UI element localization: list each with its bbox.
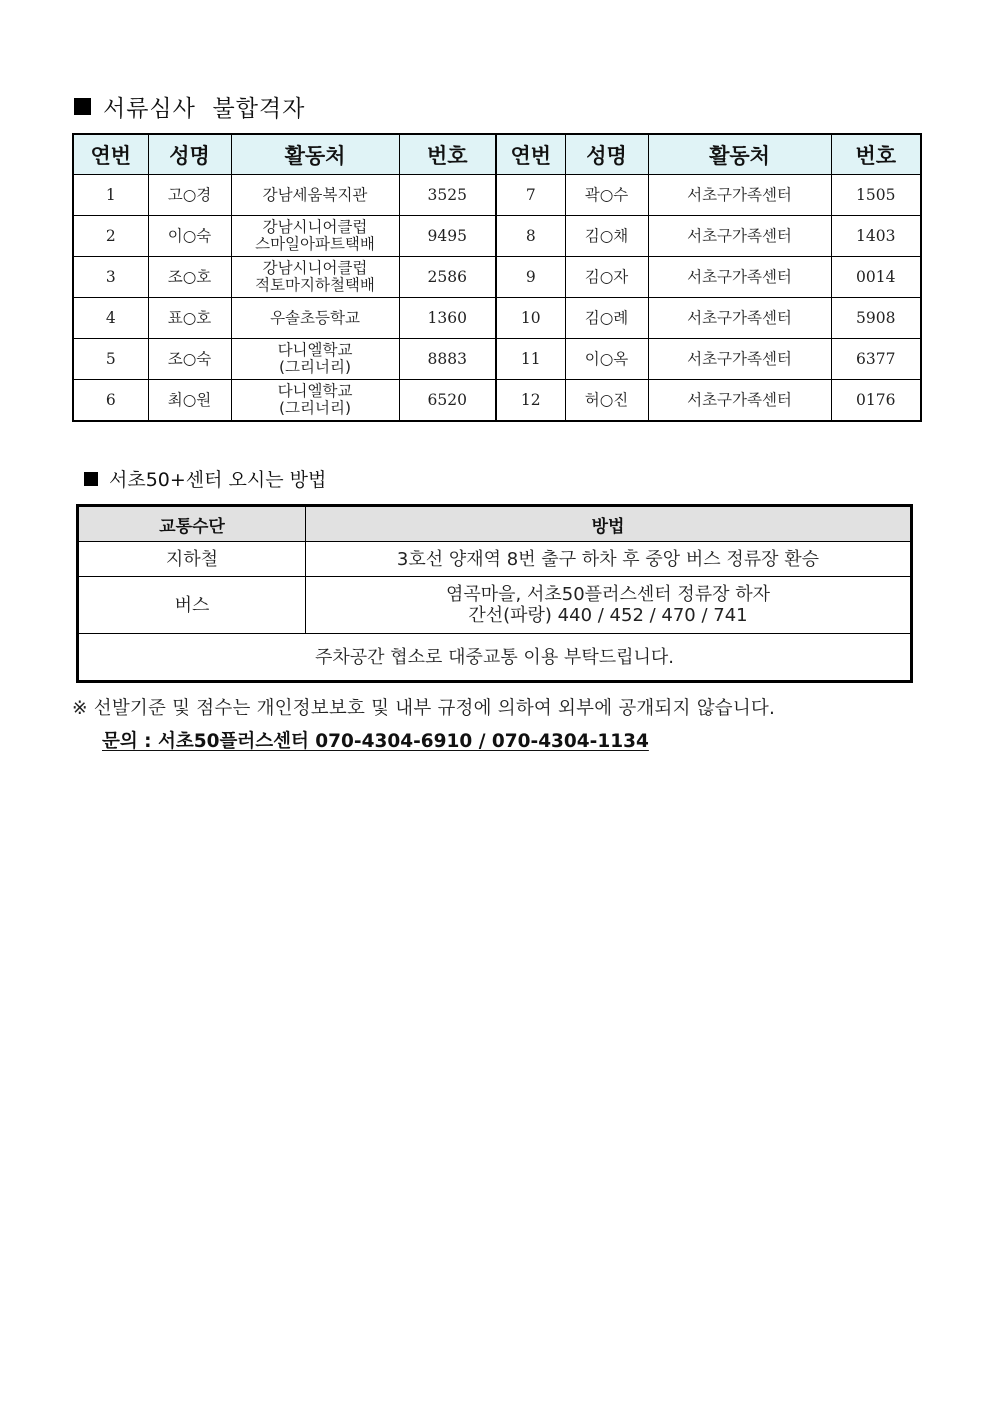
name-cell: 조○호	[148, 257, 231, 298]
name-cell: 김○자	[565, 257, 648, 298]
square-bullet-icon	[84, 472, 98, 486]
index-cell: 9	[496, 257, 565, 298]
table-row	[73, 339, 921, 380]
org-cell	[231, 298, 399, 339]
index-cell: 10	[496, 298, 565, 339]
org-line: 강남시니어클럽	[262, 259, 368, 277]
index-cell: 4	[73, 298, 148, 339]
org-line: 서초구가족센터	[687, 349, 792, 368]
section-title-text: 서초50+센터 오시는 방법	[109, 469, 327, 491]
section-title-text: 서류심사 불합격자	[103, 96, 306, 122]
org-line: 다니엘학교	[277, 382, 353, 400]
org-line: 서초구가족센터	[687, 308, 792, 327]
org-line: 다니엘학교	[277, 341, 353, 359]
number-cell: 3525	[399, 175, 496, 216]
col-header-transport-mode: 교통수단	[78, 506, 306, 542]
col-header-number: 번호	[831, 134, 921, 175]
org-cell	[231, 339, 399, 380]
number-cell: 1360	[399, 298, 496, 339]
table-row	[73, 175, 921, 216]
org-cell	[231, 216, 399, 257]
col-header-org: 활동처	[648, 134, 831, 175]
number-cell: 9495	[399, 216, 496, 257]
org-cell	[648, 380, 831, 422]
number-cell: 6377	[831, 339, 921, 380]
org-cell	[231, 380, 399, 422]
disclosure-note: ※ 선발기준 및 점수는 개인정보보호 및 내부 규정에 의하여 외부에 공개되지 않습니다.	[72, 698, 776, 719]
table-row	[73, 380, 921, 422]
number-cell: 5908	[831, 298, 921, 339]
index-cell: 1	[73, 175, 148, 216]
transport-mode-cell: 버스	[78, 577, 306, 634]
table-row-parking-note	[78, 634, 912, 682]
bus-routes-text: 간선(파랑) 440 / 452 / 470 / 741	[468, 605, 748, 626]
name-cell: 고○경	[148, 175, 231, 216]
org-cell	[648, 175, 831, 216]
table-row	[73, 216, 921, 257]
org-cell	[648, 298, 831, 339]
table-row-subway	[78, 542, 912, 577]
org-cell	[648, 216, 831, 257]
org-line: 스마일아파트택배	[255, 235, 375, 253]
table-row-bus	[78, 577, 912, 634]
org-line: (그리너리)	[279, 358, 351, 376]
number-cell: 0176	[831, 380, 921, 422]
org-cell	[231, 175, 399, 216]
name-cell: 표○호	[148, 298, 231, 339]
section-title-directions	[84, 465, 326, 492]
number-cell: 6520	[399, 380, 496, 422]
name-cell: 김○채	[565, 216, 648, 257]
org-line: 서초구가족센터	[687, 226, 792, 245]
index-cell: 3	[73, 257, 148, 298]
index-cell: 8	[496, 216, 565, 257]
name-cell: 이○옥	[565, 339, 648, 380]
org-cell	[648, 339, 831, 380]
parking-note-cell: 주차공간 협소로 대중교통 이용 부탁드립니다.	[78, 634, 912, 682]
org-line: 서초구가족센터	[687, 267, 792, 286]
index-cell: 6	[73, 380, 148, 422]
name-cell: 허○진	[565, 380, 648, 422]
org-line: 강남세움복지관	[262, 185, 368, 204]
org-line: 서초구가족센터	[687, 185, 792, 204]
transport-method-cell: 3호선 양재역 8번 출구 하차 후 중앙 버스 정류장 환승	[306, 542, 912, 577]
org-line: 서초구가족센터	[687, 390, 792, 409]
square-bullet-icon	[74, 98, 91, 115]
col-header-name: 성명	[148, 134, 231, 175]
table-header-row	[73, 134, 921, 175]
number-cell: 2586	[399, 257, 496, 298]
index-cell: 7	[496, 175, 565, 216]
org-line: 우솔초등학교	[270, 308, 360, 327]
col-header-org: 활동처	[231, 134, 399, 175]
index-cell: 5	[73, 339, 148, 380]
name-cell: 조○숙	[148, 339, 231, 380]
col-header-index: 연번	[73, 134, 148, 175]
index-cell: 11	[496, 339, 565, 380]
index-cell: 12	[496, 380, 565, 422]
org-line: 강남시니어클럽	[262, 218, 368, 236]
rejected-applicants-table	[72, 133, 922, 422]
table-row	[73, 257, 921, 298]
section-title-rejected	[74, 90, 305, 123]
org-line: (그리너리)	[279, 399, 351, 417]
bus-stop-text: 염곡마을, 서초50플러스센터 정류장 하자	[446, 584, 770, 605]
number-cell: 0014	[831, 257, 921, 298]
table-row	[73, 298, 921, 339]
name-cell: 김○례	[565, 298, 648, 339]
number-cell: 8883	[399, 339, 496, 380]
name-cell: 최○원	[148, 380, 231, 422]
org-cell	[648, 257, 831, 298]
col-header-name: 성명	[565, 134, 648, 175]
name-cell: 이○숙	[148, 216, 231, 257]
col-header-number: 번호	[399, 134, 496, 175]
transport-mode-cell: 지하철	[78, 542, 306, 577]
number-cell: 1505	[831, 175, 921, 216]
table-header-row	[78, 506, 912, 542]
number-cell: 1403	[831, 216, 921, 257]
name-cell: 곽○수	[565, 175, 648, 216]
directions-table	[76, 504, 913, 683]
org-cell	[231, 257, 399, 298]
col-header-method: 방법	[306, 506, 912, 542]
index-cell: 2	[73, 216, 148, 257]
contact-info: 문의 : 서초50플러스센터 070-4304-6910 / 070-4304-1134	[102, 731, 649, 752]
transport-method-cell	[306, 577, 912, 634]
col-header-index: 연번	[496, 134, 565, 175]
org-line: 적토마지하철택배	[255, 276, 375, 294]
